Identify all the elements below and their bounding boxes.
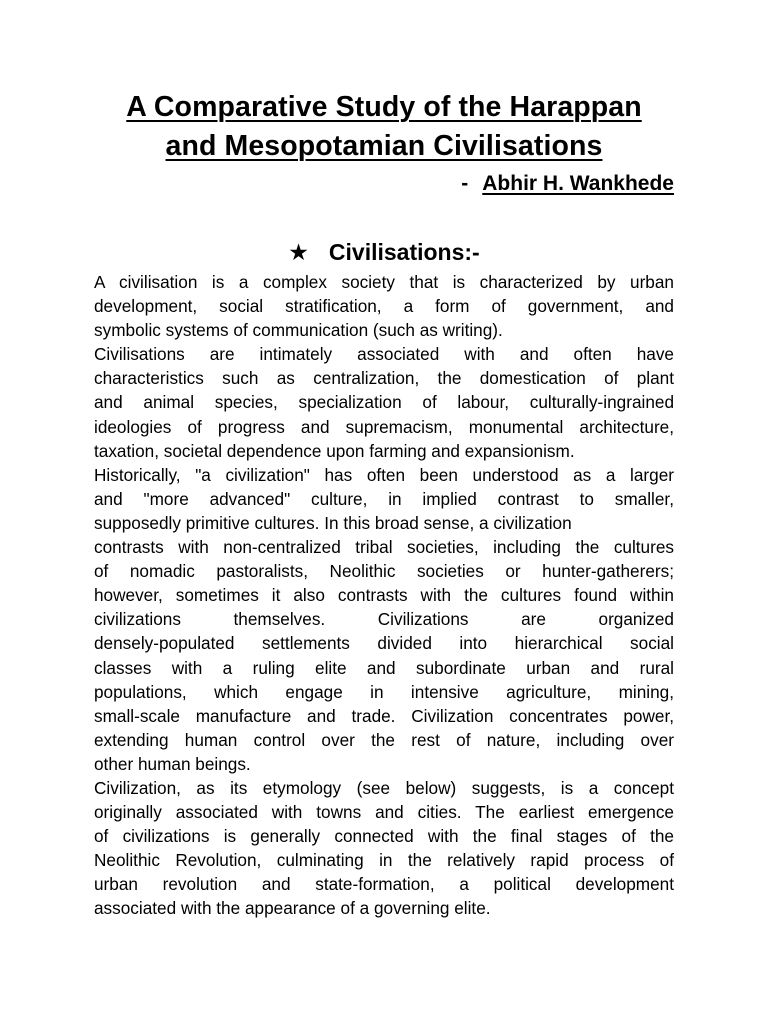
paragraph-1	[94, 270, 674, 342]
text-line: small-scale manufacture and trade. Civilization concentrates power,	[94, 705, 674, 726]
text-line: of nomadic pastoralists, Neolithic societies or hunter-gatherers;	[94, 561, 674, 582]
section-heading	[94, 237, 674, 268]
text-line: development, social stratification, a form of government, and	[94, 296, 674, 317]
star-icon: ★	[288, 240, 309, 266]
text-line: originally associated with towns and cities. The earliest emergence	[94, 802, 674, 823]
text-line: extending human control over the rest of nature, including over	[94, 729, 674, 750]
text-line: of civilizations is generally connected with the final stages of the	[94, 826, 674, 847]
title-line-2: and Mesopotamian Civilisations	[165, 130, 603, 162]
text-line: supposedly primitive cultures. In this broad sense, a civilization	[94, 512, 572, 533]
text-line: characteristics such as centralization, the domestication of plant	[94, 368, 674, 389]
text-line: populations, which engage in intensive agriculture, mining,	[94, 681, 674, 702]
title-line-1: A Comparative Study of the Harappan	[126, 91, 642, 123]
text-line: Historically, "a civilization" has often been understood as a larger	[94, 464, 674, 485]
author-dash: -	[461, 172, 469, 195]
text-line: urban revolution and state-formation, a political development	[94, 874, 674, 895]
section-heading-text: Civilisations:-	[328, 239, 480, 265]
text-line: contrasts with non-centralized tribal societies, including the cultures	[94, 537, 674, 558]
text-line: classes with a ruling elite and subordinate urban and rural	[94, 657, 674, 678]
text-line: and animal species, specialization of labour, culturally-ingrained	[94, 392, 674, 413]
text-line: symbolic systems of communication (such as writing).	[94, 320, 503, 341]
text-line: Civilisations are intimately associated with and often have	[94, 344, 674, 365]
text-line: however, sometimes it also contrasts with the cultures found within	[94, 585, 674, 606]
paragraph-3	[94, 463, 674, 776]
text-line: and "more advanced" culture, in implied contrast to smaller,	[94, 488, 674, 509]
body-text	[94, 270, 674, 921]
author-byline	[94, 171, 674, 197]
paragraph-4	[94, 776, 674, 921]
text-line: A civilisation is a complex society that is characterized by urban	[94, 272, 674, 292]
text-line: ideologies of progress and supremacism, monumental architecture,	[94, 416, 674, 437]
text-line: Civilization, as its etymology (see below) suggests, is a concept	[94, 777, 674, 798]
text-line: other human beings.	[94, 753, 251, 774]
paragraph-2	[94, 342, 674, 462]
text-line: Neolithic Revolution, culminating in the relatively rapid process of	[94, 850, 674, 871]
text-line: associated with the appearance of a governing elite.	[94, 898, 491, 919]
document-title	[94, 88, 674, 166]
text-line: civilizations themselves. Civilizations are organized	[94, 609, 674, 630]
author-name: Abhir H. Wankhede	[482, 172, 674, 195]
text-line: taxation, societal dependence upon farming and expansionism.	[94, 440, 575, 461]
text-line: densely-populated settlements divided into hierarchical social	[94, 633, 674, 654]
